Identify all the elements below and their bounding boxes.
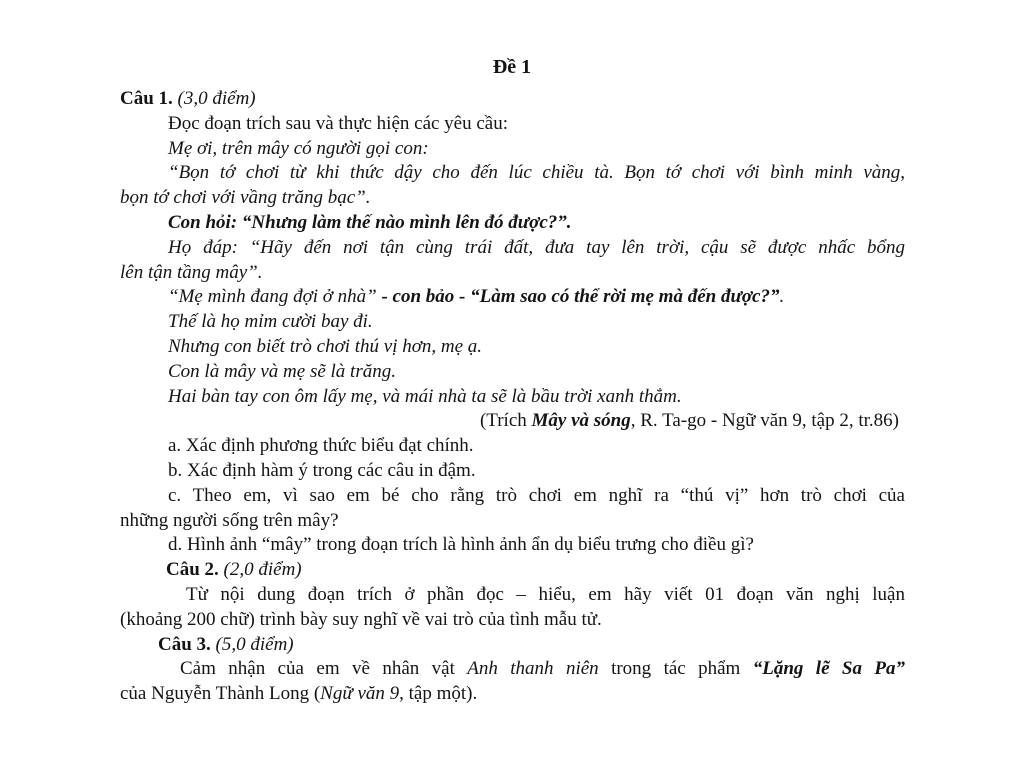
question-2-label: Câu 2. (166, 559, 219, 581)
bold-sentence: “Làm sao có thể rời mẹ mà đến được?” (470, 286, 780, 308)
textbook-title: Ngữ văn 9 (320, 683, 400, 705)
poem-line-bold (120, 211, 905, 236)
poem-quote-mother: “Mẹ mình đang đợi ở nhà” (168, 286, 377, 308)
question-2-score: (2,0 điểm) (223, 559, 302, 581)
question-3-text-continued (120, 682, 905, 707)
period: . (779, 286, 785, 308)
question-1a: a. Xác định phương thức biểu đạt chính. (168, 435, 474, 457)
character-name: Anh thanh niên (467, 658, 599, 680)
exam-body (120, 87, 905, 707)
question-3-label: Câu 3. (158, 633, 211, 655)
poem-line: “Bọn tớ chơi từ khi thức dậy cho đến lúc chiều tà. Bọn tớ chơi với bình minh vàng, (168, 162, 905, 184)
question-1-instruction: Đọc đoạn trích sau và thực hiện các yêu cầu: (168, 112, 509, 134)
question-1c-continued: những người sống trên mây? (120, 509, 339, 531)
bold-sentence: Con hỏi: “Nhưng làm thế nào mình lên đó được?”. (168, 211, 572, 233)
question-1-score: (3,0 điểm) (177, 88, 256, 109)
question-3-text (120, 657, 905, 682)
text-run: , tập một). (399, 683, 478, 705)
question-3-score: (5,0 điểm) (215, 633, 294, 655)
question-1d: d. Hình ảnh “mây” trong đoạn trích là hình ảnh ẩn dụ biểu trưng cho điều gì? (168, 534, 754, 556)
poem-line: Họ đáp: “Hãy đến nơi tận cùng trái đất, đưa tay lên trời, cậu sẽ được nhấc bổng (168, 236, 905, 258)
question-1c: c. Theo em, vì sao em bé cho rằng trò chơi em nghĩ ra “thú vị” hơn trò chơi của (168, 484, 905, 506)
exam-title: Đề 1 (492, 56, 532, 78)
dash-separator: - (454, 286, 471, 308)
question-2-heading (120, 558, 905, 583)
bold-sentence: con bảo (392, 286, 455, 308)
poem-line: Nhưng con biết trò chơi thú vị hơn, mẹ ạ. (168, 335, 483, 357)
text-run: Cảm nhận của em về nhân vật (180, 658, 468, 680)
poem-line (120, 285, 905, 310)
text-run: của Nguyễn Thành Long ( (120, 683, 321, 705)
poem-line: Hai bàn tay con ôm lấy mẹ, và mái nhà ta sẽ là bầu trời xanh thẳm. (168, 385, 682, 407)
poem-line: Mẹ ơi, trên mây có người gọi con: (168, 137, 429, 159)
poem-line: Thế là họ mỉm cười bay đi. (168, 311, 373, 333)
question-3-heading (120, 633, 905, 658)
question-2-text-continued: (khoảng 200 chữ) trình bày suy nghĩ về vai trò của tình mẫu tử. (120, 608, 602, 630)
poem-line: lên tận tầng mây”. (120, 261, 263, 283)
poem-excerpt (120, 137, 905, 410)
poem-line: bọn tớ chơi với vầng trăng bạc”. (120, 187, 371, 209)
work-title: “Lặng lẽ Sa Pa” (752, 658, 905, 680)
question-1-heading (120, 87, 905, 112)
source-suffix: , R. Ta-go - Ngữ văn 9, tập 2, tr.86) (630, 410, 899, 432)
text-run: trong tác phẩm (598, 658, 753, 680)
question-1-label: Câu 1. (120, 88, 173, 109)
source-prefix: (Trích (479, 410, 532, 432)
source-citation (120, 409, 905, 434)
question-2-text: Từ nội dung đoạn trích ở phần đọc – hiểu, em hãy viết 01 đoạn văn nghị luận (186, 583, 905, 605)
poem-line: Con là mây và mẹ sẽ là trăng. (168, 360, 396, 382)
question-1b: b. Xác định hàm ý trong các câu in đậm. (168, 459, 476, 481)
source-work-title: Mây và sóng (531, 410, 631, 432)
dash-separator: - (376, 286, 393, 308)
